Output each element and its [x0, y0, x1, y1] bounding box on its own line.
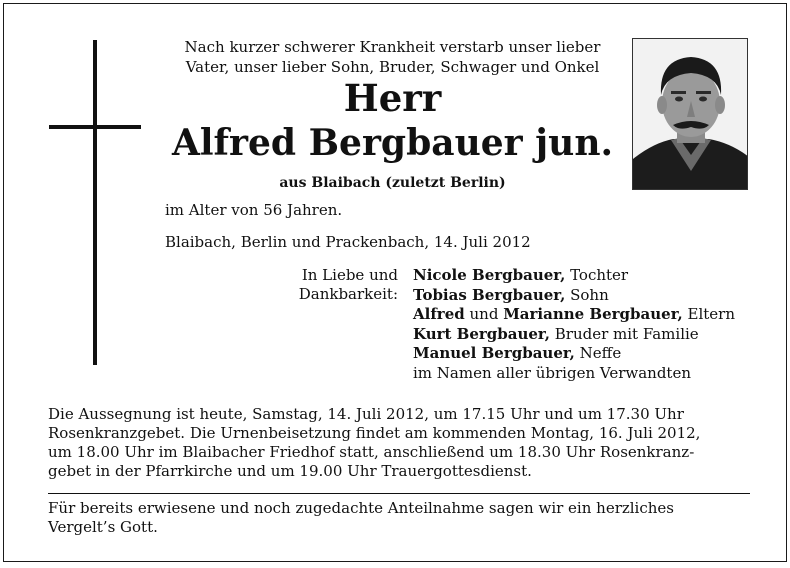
mourner-relation: Neffe — [574, 344, 622, 362]
mourners-list — [413, 266, 735, 383]
age-text: im Alter von 56 Jahren. — [165, 201, 343, 219]
mourning-label — [274, 266, 398, 304]
obituary-card — [3, 3, 787, 562]
list-item — [413, 325, 735, 345]
thanks-line: Für bereits erwiesene und noch zugedachte Anteilnahme sagen wir ein herzliches — [48, 499, 674, 517]
mourner-name: Kurt Bergbauer, — [413, 324, 550, 343]
deceased-name-heading: Alfred Bergbauer jun. — [171, 122, 614, 164]
notice-line: gebet in der Pfarrkirche und um 19.00 Uhr Trauergottesdienst. — [48, 462, 532, 480]
mourner-name: Nicole Bergbauer, — [413, 266, 566, 284]
salutation-heading: Herr — [343, 76, 442, 120]
mourner-relation: Bruder mit Familie — [549, 324, 699, 343]
funeral-notice — [48, 405, 750, 481]
cross-icon-horizontal-bar — [49, 125, 141, 129]
divider — [48, 493, 750, 494]
mourning-label-line: In Liebe und — [301, 266, 398, 284]
list-item — [413, 266, 735, 286]
mourner-relation: Tochter — [565, 266, 629, 284]
intro-line: Nach kurzer schwerer Krankheit verstarb unser lieber — [184, 38, 601, 56]
intro-text — [165, 37, 620, 77]
mourner-relation: im Namen aller übrigen Verwandten — [413, 363, 691, 382]
origin-text: aus Blaibach (zuletzt Berlin) — [279, 175, 506, 191]
mourner-name: Marianne Bergbauer, — [503, 305, 683, 323]
mourner-name: Tobias Bergbauer, — [413, 285, 566, 304]
cross-icon-vertical-bar — [93, 40, 97, 365]
places-date-text: Blaibach, Berlin und Prackenbach, 14. Juli 2012 — [165, 233, 531, 251]
notice-line: Die Aussegnung ist heute, Samstag, 14. Juli 2012, um 17.15 Uhr und um 17.30 Uhr — [48, 405, 684, 423]
list-item — [413, 305, 735, 325]
mourning-label-line: Dankbarkeit: — [298, 285, 398, 303]
list-item — [413, 364, 735, 384]
list-item — [413, 286, 735, 306]
notice-line: Rosenkranzgebet. Die Urnenbeisetzung findet am kommenden Montag, 16. Juli 2012, — [48, 424, 701, 442]
mourner-name: Manuel Bergbauer, — [413, 344, 575, 362]
mourner-connector: und — [464, 305, 504, 323]
intro-line: Vater, unser lieber Sohn, Bruder, Schwager und Onkel — [185, 58, 600, 76]
mourner-name: Alfred — [413, 305, 465, 323]
thanks-line: Vergelt’s Gott. — [48, 518, 158, 536]
mourner-relation: Eltern — [682, 305, 735, 323]
notice-line: um 18.00 Uhr im Blaibacher Friedhof statt, anschließend um 18.30 Uhr Rosenkranz- — [48, 443, 695, 461]
list-item — [413, 344, 735, 364]
mourner-relation: Sohn — [565, 285, 609, 304]
portrait-photo — [632, 38, 748, 190]
thanks-text — [48, 499, 750, 537]
